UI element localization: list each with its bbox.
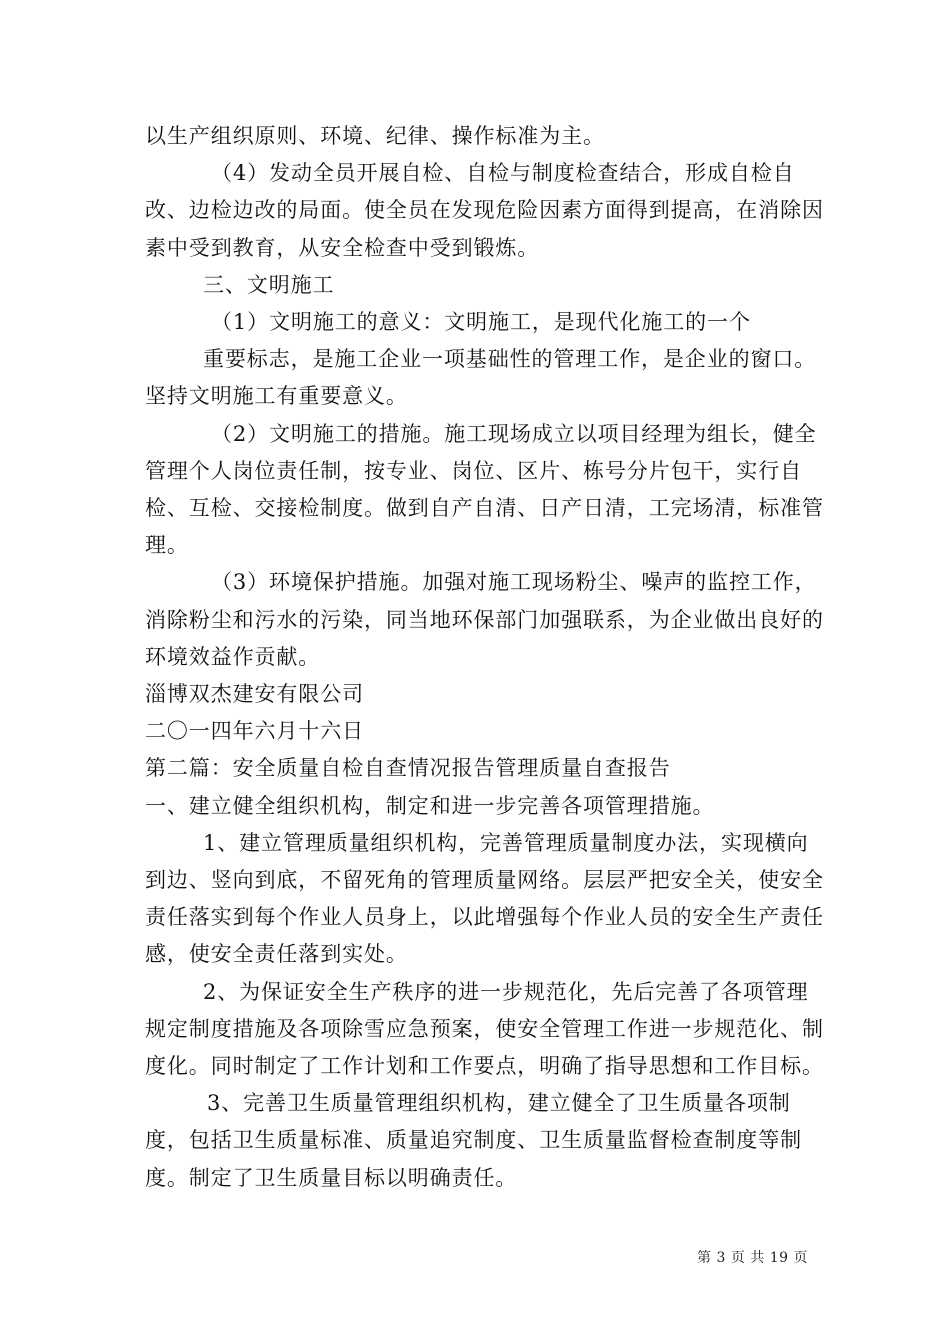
section-heading-civilized-construction: 三、文明施工 [203, 272, 335, 297]
paragraph-item-3: 3、完善卫生质量管理组织机构，建立健全了卫生质量各项制度，包括卫生质量标准、质量追究制度、卫生质量监督检查制度等制度。制定了卫生质量目标以明确责任。 [145, 1091, 802, 1190]
paragraph-self-inspection: （4）发动全员开展自检、自检与制度检查结合，形成自检自改、边检边改的局面。使全员在发现危险因素方面得到提高，在消除因素中受到教育，从安全检查中受到锻炼。 [145, 161, 824, 260]
paragraph-item-2: 2、为保证安全生产秩序的进一步规范化，先后完善了各项管理规定制度措施及各项除雪应急预案，使安全管理工作进一步规范化、制度化。同时制定了工作计划和工作要点，明确了指导思想和工作目标。 [145, 979, 824, 1079]
page-number-footer: 第 3 页 共 19 页 [697, 1250, 808, 1266]
paragraph-item-1: 1、建立管理质量组织机构，完善管理质量制度办法，实现横向到边、竖向到底，不留死角的管理质量网络。层层严把安全关，使安全责任落实到每个作业人员身上，以此增强每个作业人员的安全生产责任感，使安全责任落到实处。 [145, 830, 824, 967]
paragraph-meaning-line2: 重要标志，是施工企业一项基础性的管理工作，是企业的窗口。坚持文明施工有重要意义。 [145, 347, 817, 409]
second-article-title: 第二篇：安全质量自检自查情况报告管理质量自查报告 [145, 756, 671, 781]
company-signature: 淄博双杰建安有限公司 [145, 682, 364, 707]
section-heading-organization: 一、建立健全组织机构，制定和进一步完善各项管理措施。 [145, 793, 715, 818]
paragraph-meaning-line1: （1）文明施工的意义：文明施工，是现代化施工的一个 [211, 310, 751, 335]
paragraph-environment: （3）环境保护措施。加强对施工现场粉尘、噪声的监控工作，消除粉尘和污水的污染，同当地环保部门加强联系，为企业做出良好的环境效益作贡献。 [145, 570, 824, 669]
document-body [145, 118, 825, 1197]
paragraph-measures: （2）文明施工的措施。施工现场成立以项目经理为组长，健全管理个人岗位责任制，按专业、岗位、区片、栋号分片包干，实行自检、互检、交接检制度。做到自产自清、日产日清，工完场清，标准管理。 [145, 421, 824, 558]
signature-date: 二〇一四年六月十六日 [145, 719, 364, 744]
paragraph-continuation: 以生产组织原则、环境、纪律、操作标准为主。 [145, 124, 605, 148]
